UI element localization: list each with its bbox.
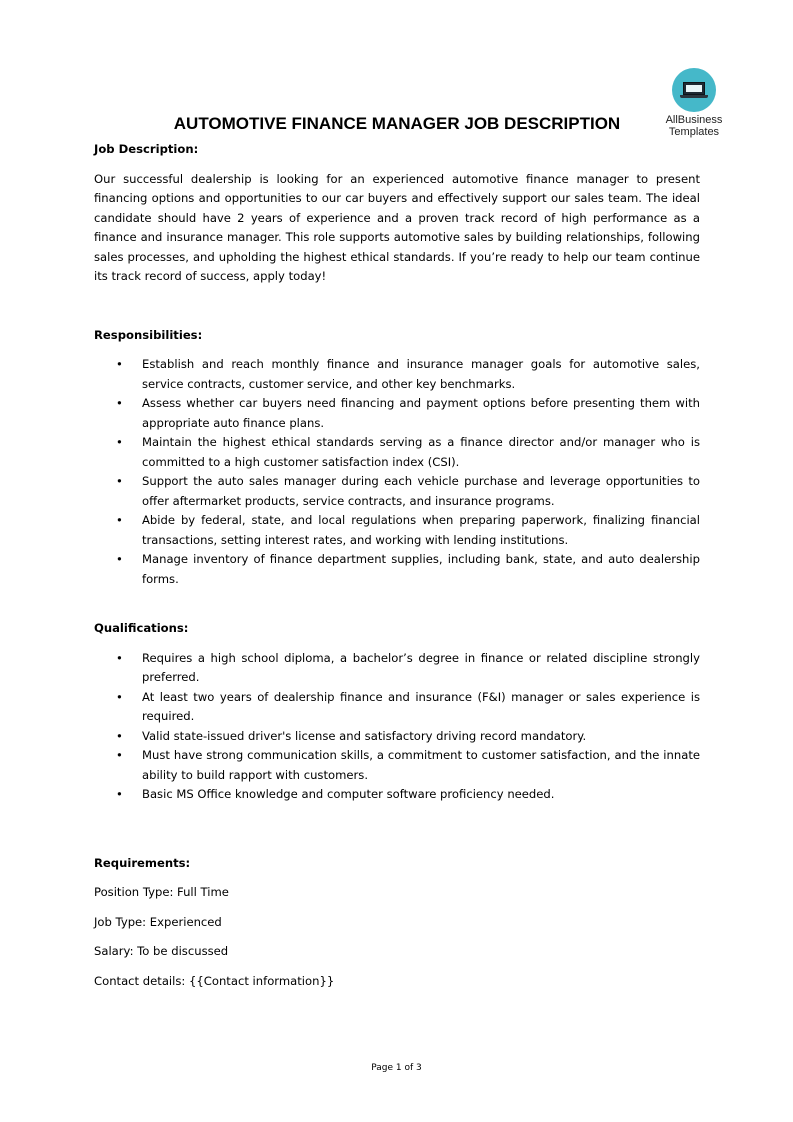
list-item [94, 355, 700, 394]
bullet-icon: • [116, 357, 123, 371]
list-item-text: Support the auto sales manager during each vehicle purchase and leverage opportunities to offer aftermarket products, service contracts, and insurance programs. [142, 474, 700, 508]
laptop-icon [683, 82, 705, 95]
list-item [94, 550, 700, 589]
list-item-text: Assess whether car buyers need financing and payment options before presenting them with appropriate auto finance plans. [142, 396, 700, 430]
bullet-icon: • [116, 689, 123, 704]
contact-details-text: Contact details: {{Contact information}} [94, 973, 335, 988]
bullet-icon: • [116, 552, 123, 566]
bullet-icon: • [116, 787, 123, 801]
list-item [94, 511, 700, 550]
list-item-text: Valid state-issued driver's license and satisfactory driving record mandatory. [142, 728, 587, 743]
document-title: AUTOMOTIVE FINANCE MANAGER JOB DESCRIPTION [173, 114, 621, 133]
list-item-text: Basic MS Office knowledge and computer software proficiency needed. [142, 787, 555, 801]
salary-text: Salary: To be discussed [94, 944, 229, 958]
list-item [94, 433, 700, 472]
list-item-text: Requires a high school diploma, a bachelor’s degree in finance or related discipline strongly preferred. [142, 650, 700, 684]
job-description-heading: Job Description: [94, 142, 199, 156]
bullet-icon: • [116, 650, 123, 665]
page-number-footer: Page 1 of 3 [371, 1063, 422, 1073]
list-item-text: At least two years of dealership finance and insurance (F&I) manager or sales experience is required. [142, 689, 700, 723]
bullet-icon: • [116, 513, 123, 527]
qualifications-list [94, 649, 700, 805]
responsibilities-heading: Responsibilities: [94, 327, 203, 342]
list-item-text: Maintain the highest ethical standards serving as a finance director and/or manager who is committed to a high customer satisfaction index (CSI). [142, 435, 700, 469]
logo-text-line1: AllBusiness [665, 114, 723, 126]
bullet-icon: • [116, 728, 123, 743]
qualifications-heading: Qualifications: [94, 621, 189, 635]
list-item-text: Abide by federal, state, and local regulations when preparing paperwork, finalizing financial transactions, setting interest rates, and working with lending institutions. [142, 513, 700, 547]
logo-circle [672, 68, 716, 112]
list-item [94, 746, 700, 785]
list-item [94, 649, 700, 688]
list-item-text: Must have strong communication skills, a commitment to customer satisfaction, and the innate ability to build rapport with customers. [142, 748, 700, 782]
list-item [94, 688, 700, 727]
bullet-icon: • [116, 748, 123, 762]
list-item [94, 472, 700, 511]
logo-text-line2: Templates [668, 126, 720, 138]
document-body [94, 140, 700, 991]
bullet-icon: • [116, 396, 123, 410]
bullet-icon: • [116, 435, 123, 449]
job-description-text: Our successful dealership is looking for an experienced automotive finance manager to present financing options and opportunities to our car buyers and effectively support our sales team. The ideal candidate should have 2 years of experience and a proven track record of high performance as a finance and insurance manager. This role supports automotive sales by building relationships, following sales processes, and upholding the highest ethical standards. If you’re ready to help our team continue its track record of success, apply today! [94, 171, 700, 283]
responsibilities-list [94, 355, 700, 589]
job-type-text: Job Type: Experienced [94, 914, 222, 929]
position-type-text: Position Type: Full Time [94, 885, 229, 899]
list-item [94, 785, 700, 805]
laptop-base [680, 95, 708, 98]
list-item-text: Establish and reach monthly finance and insurance manager goals for automotive sales, service contracts, customer service, and other key benchmarks. [142, 357, 700, 391]
requirements-heading: Requirements: [94, 855, 191, 870]
list-item-text: Manage inventory of finance department supplies, including bank, state, and auto dealership forms. [142, 552, 700, 586]
list-item [94, 394, 700, 433]
list-item [94, 727, 700, 747]
bullet-icon: • [116, 474, 123, 488]
